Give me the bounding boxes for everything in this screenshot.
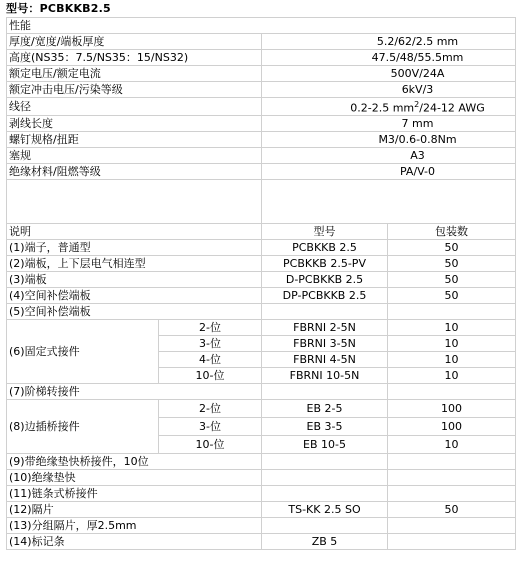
spec-value: A3 xyxy=(262,148,516,164)
spacer-cell xyxy=(262,180,516,224)
accessory-model: D-PCBKKB 2.5 xyxy=(262,272,388,288)
accessory-qty xyxy=(388,470,516,486)
spec-row xyxy=(7,98,516,116)
accessory-row xyxy=(7,384,516,400)
accessory-model: TS-KK 2.5 SO xyxy=(262,502,388,518)
spec-value: 5.2/62/2.5 mm xyxy=(262,34,516,50)
spec-row xyxy=(7,34,516,50)
accessory-qty: 10 xyxy=(388,436,516,454)
accessory-row xyxy=(7,502,516,518)
accessory-row xyxy=(7,454,516,470)
accessory-row xyxy=(7,240,516,256)
accessory-desc: (14)标记条 xyxy=(7,534,262,550)
accessory-qty: 10 xyxy=(388,352,516,368)
accessory-qty: 10 xyxy=(388,368,516,384)
accessory-desc: (5)空间补偿端板 xyxy=(7,304,262,320)
accessory-qty: 50 xyxy=(388,256,516,272)
spec-value: 47.5/48/55.5mm xyxy=(262,50,516,66)
spec-label: 螺钉规格/扭距 xyxy=(7,132,262,148)
position-cell: 3-位 xyxy=(159,336,262,352)
accessory-model xyxy=(262,304,388,320)
accessory-desc: (3)端板 xyxy=(7,272,262,288)
accessory-model xyxy=(262,384,388,400)
accessory-row xyxy=(7,470,516,486)
position-cell: 4-位 xyxy=(159,352,262,368)
accessory-qty: 50 xyxy=(388,240,516,256)
group-desc: (8)边插桥接件 xyxy=(7,400,159,454)
spec-value-sup: 2 xyxy=(414,100,420,110)
spec-row xyxy=(7,50,516,66)
spec-label: 线径 xyxy=(7,98,262,116)
section-header-row xyxy=(7,18,516,34)
accessory-model: DP-PCBKKB 2.5 xyxy=(262,288,388,304)
position-cell: 2-位 xyxy=(159,400,262,418)
accessory-row xyxy=(7,486,516,502)
header-qty: 包装数 xyxy=(388,224,516,240)
accessory-desc: (13)分组隔片，厚2.5mm xyxy=(7,518,262,534)
accessory-qty xyxy=(388,534,516,550)
spec-label: 高度(NS35：7.5/NS35：15/NS32) xyxy=(7,50,262,66)
accessory-model: FBRNI 2-5N xyxy=(262,320,388,336)
spec-value-main: 0.2-2.5 mm xyxy=(350,101,415,115)
accessory-qty xyxy=(388,304,516,320)
accessories-header-row xyxy=(7,224,516,240)
spec-value: M3/0.6-0.8Nm xyxy=(262,132,516,148)
accessory-model: FBRNI 3-5N xyxy=(262,336,388,352)
accessory-model: FBRNI 10-5N xyxy=(262,368,388,384)
spec-label: 额定电压/额定电流 xyxy=(7,66,262,82)
accessory-desc: (9)带绝缘垫快桥接件，10位 xyxy=(7,454,262,470)
accessory-qty xyxy=(388,518,516,534)
spec-label: 额定冲击电压/污染等级 xyxy=(7,82,262,98)
spec-row xyxy=(7,164,516,180)
accessory-model: PCBKKB 2.5-PV xyxy=(262,256,388,272)
accessory-desc: (10)绝缘垫快 xyxy=(7,470,262,486)
accessory-model xyxy=(262,470,388,486)
spec-sheet xyxy=(6,17,515,550)
accessory-model: EB 2-5 xyxy=(262,400,388,418)
accessory-desc: (7)阶梯转接件 xyxy=(7,384,262,400)
spec-label: 绝缘材料/阻燃等级 xyxy=(7,164,262,180)
accessory-desc: (1)端子，普通型 xyxy=(7,240,262,256)
spacer-cell xyxy=(7,180,262,224)
accessory-qty: 50 xyxy=(388,288,516,304)
spec-value xyxy=(262,98,516,116)
accessory-desc: (11)链条式桥接件 xyxy=(7,486,262,502)
accessory-row xyxy=(7,272,516,288)
spec-row xyxy=(7,148,516,164)
accessories-table xyxy=(6,223,516,550)
position-cell: 10-位 xyxy=(159,436,262,454)
spec-row xyxy=(7,116,516,132)
accessory-row xyxy=(7,288,516,304)
accessory-model: FBRNI 4-5N xyxy=(262,352,388,368)
accessory-desc: (4)空间补偿端板 xyxy=(7,288,262,304)
accessory-model: PCBKKB 2.5 xyxy=(262,240,388,256)
position-cell: 10-位 xyxy=(159,368,262,384)
accessory-desc: (12)隔片 xyxy=(7,502,262,518)
spec-label: 厚度/宽度/端板厚度 xyxy=(7,34,262,50)
page-title: 型号：PCBKKB2.5 xyxy=(6,2,111,15)
accessory-qty: 100 xyxy=(388,400,516,418)
accessory-qty: 10 xyxy=(388,320,516,336)
accessory-qty: 10 xyxy=(388,336,516,352)
spec-value: 500V/24A xyxy=(262,66,516,82)
accessory-model xyxy=(262,486,388,502)
group-desc: (6)固定式接件 xyxy=(7,320,159,384)
accessory-qty xyxy=(388,454,516,470)
header-model: 型号 xyxy=(262,224,388,240)
accessory-row xyxy=(7,518,516,534)
spec-row xyxy=(7,132,516,148)
accessory-desc: (2)端板，上下层电气相连型 xyxy=(7,256,262,272)
header-desc: 说明 xyxy=(7,224,262,240)
position-cell: 3-位 xyxy=(159,418,262,436)
accessory-qty xyxy=(388,486,516,502)
accessory-model xyxy=(262,454,388,470)
section-performance: 性能 xyxy=(7,18,516,34)
spec-value: 7 mm xyxy=(262,116,516,132)
accessory-model: EB 10-5 xyxy=(262,436,388,454)
spec-value-suffix: /24-12 AWG xyxy=(419,101,485,115)
spacer-row xyxy=(7,180,516,224)
accessory-qty: 50 xyxy=(388,502,516,518)
spec-label: 塞规 xyxy=(7,148,262,164)
accessory-qty xyxy=(388,384,516,400)
accessory-model: ZB 5 xyxy=(262,534,388,550)
accessory-row xyxy=(7,320,516,336)
spec-value: PA/V-0 xyxy=(262,164,516,180)
spec-row xyxy=(7,66,516,82)
spec-row xyxy=(7,82,516,98)
performance-table xyxy=(6,17,516,224)
accessory-model xyxy=(262,518,388,534)
accessory-row xyxy=(7,534,516,550)
accessory-row xyxy=(7,304,516,320)
accessory-row xyxy=(7,256,516,272)
accessory-qty: 100 xyxy=(388,418,516,436)
accessory-model: EB 3-5 xyxy=(262,418,388,436)
spec-value: 6kV/3 xyxy=(262,82,516,98)
accessory-row xyxy=(7,400,516,418)
spec-label: 剥线长度 xyxy=(7,116,262,132)
accessory-qty: 50 xyxy=(388,272,516,288)
position-cell: 2-位 xyxy=(159,320,262,336)
